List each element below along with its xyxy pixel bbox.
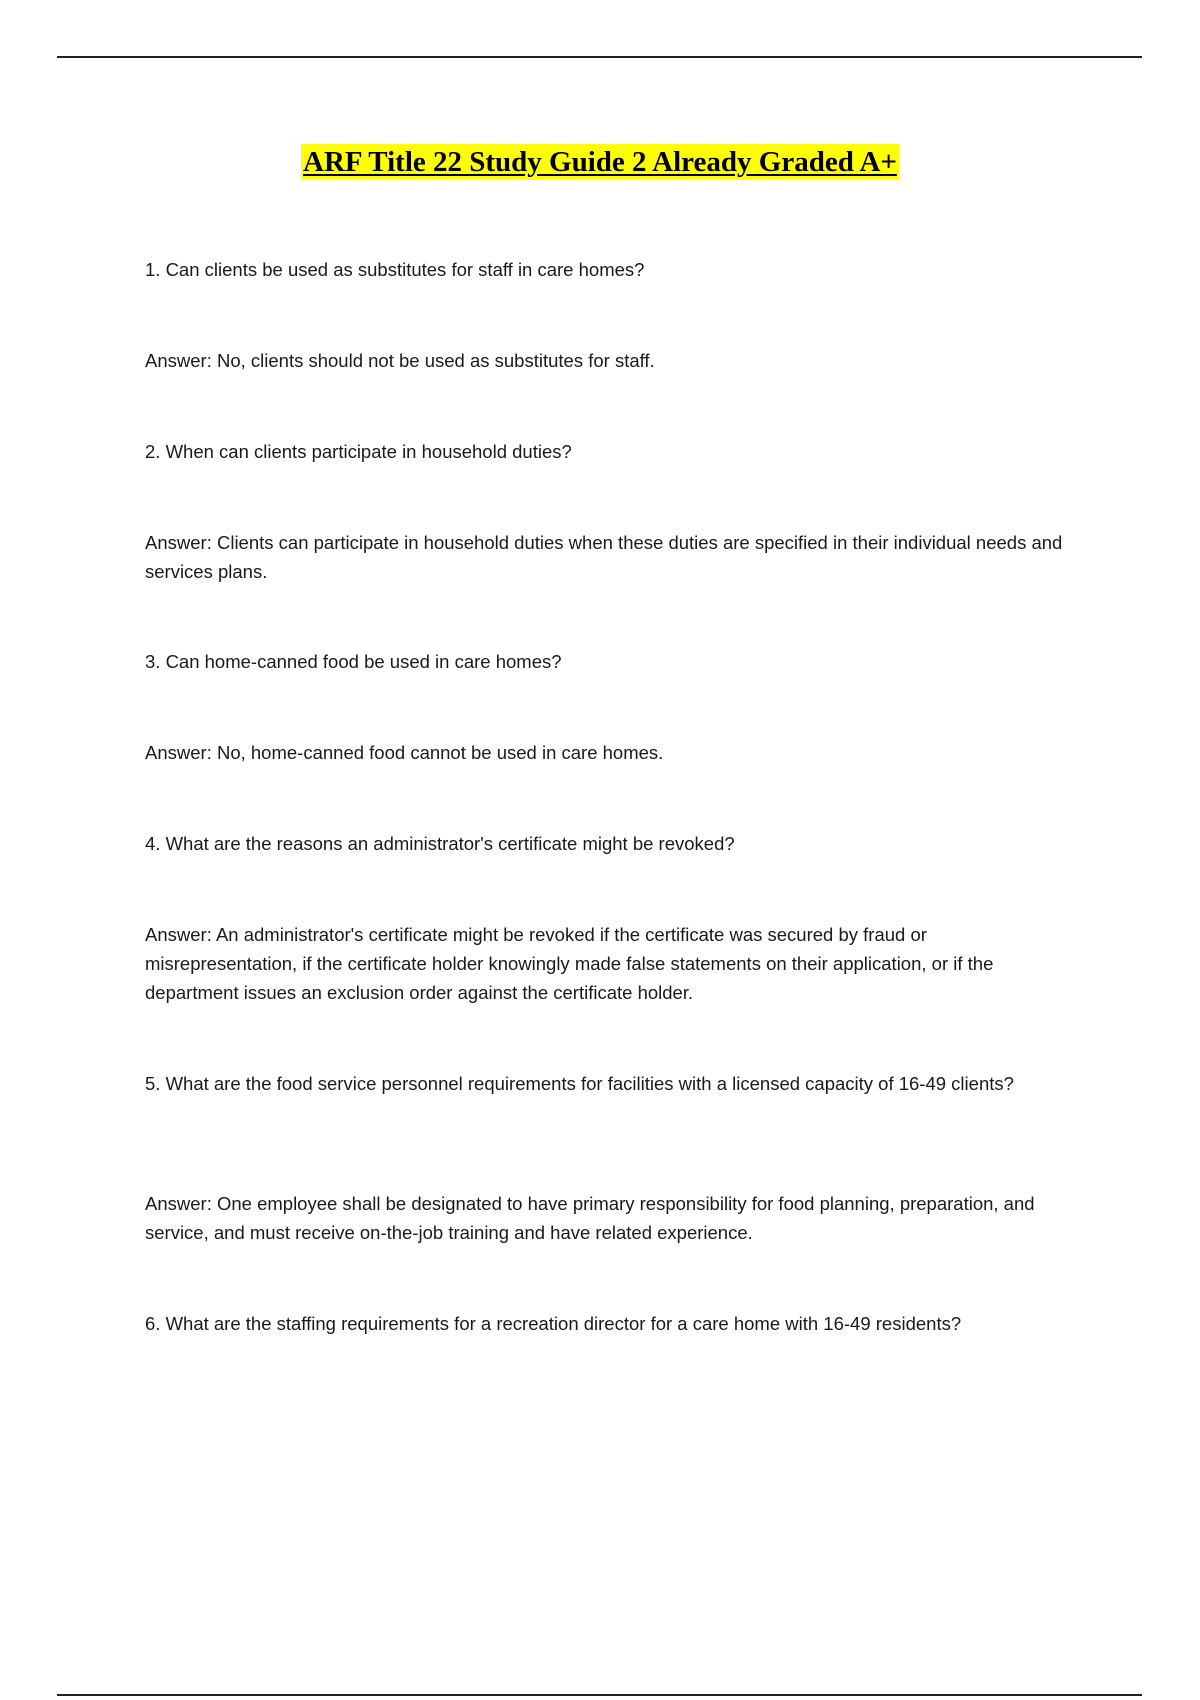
page-title: ARF Title 22 Study Guide 2 Already Graded A+ (303, 146, 897, 178)
answer-4: Answer: An administrator's certificate might be revoked if the certificate was secured by fraud or misrepresentation, if the certificate holder knowingly made false statements on their application, or if the department issues an exclusion order against the certificate holder. (145, 924, 994, 1003)
question-6: 6. What are the staffing requirements for a recreation director for a care home with 16-49 residents? (145, 1313, 962, 1334)
question-4: 4. What are the reasons an administrator's certificate might be revoked? (145, 833, 735, 854)
bottom-rule (57, 1694, 1142, 1696)
answer-3: Answer: No, home-canned food cannot be used in care homes. (145, 742, 664, 763)
top-rule (57, 56, 1142, 58)
title-block (0, 144, 1200, 180)
answer-5: Answer: One employee shall be designated to have primary responsibility for food planning, preparation, and service, and must receive on-the-job training and have related experience. (145, 1193, 1035, 1243)
question-5: 5. What are the food service personnel requirements for facilities with a licensed capacity of 16-49 clients? (145, 1073, 1014, 1094)
answer-2: Answer: Clients can participate in household duties when these duties are specified in their individual needs and services plans. (145, 532, 1063, 582)
question-2: 2. When can clients participate in household duties? (145, 441, 572, 462)
answer-1: Answer: No, clients should not be used as substitutes for staff. (145, 350, 655, 371)
question-1: 1. Can clients be used as substitutes for staff in care homes? (145, 259, 645, 280)
question-3: 3. Can home-canned food be used in care homes? (145, 651, 562, 672)
